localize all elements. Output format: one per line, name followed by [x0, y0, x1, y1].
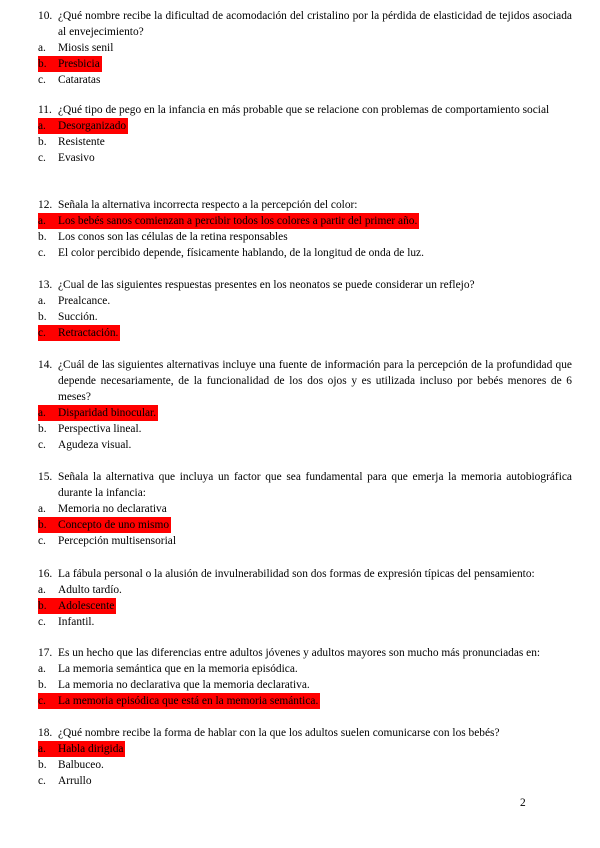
option-a-highlighted: [38, 118, 572, 134]
option-text: Adolescente: [58, 600, 115, 612]
question-11: [38, 102, 572, 166]
option-text: Percepción multisensorial: [58, 535, 176, 547]
option-c: [38, 614, 572, 630]
option-letter: c.: [38, 439, 46, 451]
option-text: Succión.: [58, 311, 98, 323]
option-a-highlighted: [38, 213, 572, 229]
question-number: 15.: [38, 471, 53, 483]
option-text: Habla dirigida: [58, 743, 124, 755]
option-text: Arrullo: [58, 775, 92, 787]
option-text: Memoria no declarativa: [58, 503, 167, 515]
question-number: 14.: [38, 359, 53, 371]
option-text: Miosis senil: [58, 42, 114, 54]
option-letter: a.: [38, 295, 46, 307]
question-16: [38, 566, 572, 630]
option-b: [38, 229, 572, 245]
option-text: Presbicia: [58, 58, 100, 70]
option-text: Retractación.: [58, 327, 119, 339]
option-text: Balbuceo.: [58, 759, 104, 771]
option-text: Perspectiva lineal.: [58, 423, 142, 435]
option-letter: a.: [38, 741, 58, 757]
option-letter: b.: [38, 598, 58, 614]
option-text: Adulto tardío.: [58, 584, 122, 596]
question-number: 13.: [38, 279, 53, 291]
option-letter: b.: [38, 231, 47, 243]
option-text: El color percibido depende, físicamente hablando, de la longitud de onda de luz.: [58, 247, 424, 259]
option-letter: a.: [38, 213, 58, 229]
option-c: [38, 150, 572, 166]
option-b-highlighted: [38, 517, 572, 533]
option-c: [38, 437, 572, 453]
option-letter: c.: [38, 693, 58, 709]
option-letter: a.: [38, 118, 58, 134]
option-letter: c.: [38, 775, 46, 787]
option-b: [38, 677, 572, 693]
option-a: [38, 661, 572, 677]
option-b-highlighted: [38, 598, 572, 614]
question-number: 10.: [38, 10, 53, 22]
option-b: [38, 134, 572, 150]
question-number: 16.: [38, 568, 53, 580]
question-text: Es un hecho que las diferencias entre adultos jóvenes y adultos mayores son mucho más pronunciadas en:: [58, 647, 541, 659]
option-text: La memoria no declarativa que la memoria declarativa.: [58, 679, 310, 691]
question-13: [38, 277, 572, 341]
option-a: [38, 293, 572, 309]
question-text: ¿Cual de las siguientes respuestas presentes en los neonatos se puede considerar un reflejo?: [58, 279, 475, 291]
option-text: Los bebés sanos comienzan a percibir todos los colores a partir del primer año.: [58, 215, 418, 227]
option-text: Los conos son las células de la retina responsables: [58, 231, 288, 243]
option-letter: a.: [38, 663, 46, 675]
question-number: 18.: [38, 727, 53, 739]
question-number: 11.: [38, 104, 52, 116]
option-a: [38, 40, 572, 56]
question-text: ¿Qué nombre recibe la dificultad de acomodación del cristalino por la pérdida de elasticidad de tejidos asociada al envejecimiento?: [58, 10, 572, 38]
option-letter: c.: [38, 152, 46, 164]
option-letter: b.: [38, 56, 58, 72]
question-text: Señala la alternativa incorrecta respecto a la percepción del color:: [58, 199, 358, 211]
option-letter: c.: [38, 74, 46, 86]
option-letter: a.: [38, 584, 46, 596]
option-text: Resistente: [58, 136, 105, 148]
question-text: ¿Qué tipo de pego en la infancia en más probable que se relacione con problemas de comportamiento social: [58, 104, 550, 116]
option-letter: b.: [38, 311, 47, 323]
option-letter: b.: [38, 423, 47, 435]
question-18: [38, 725, 572, 789]
option-c: [38, 245, 572, 261]
question-17: [38, 645, 572, 709]
option-letter: c.: [38, 325, 58, 341]
option-b-highlighted: [38, 56, 572, 72]
option-letter: b.: [38, 136, 47, 148]
option-letter: a.: [38, 405, 58, 421]
question-text: ¿Cuál de las siguientes alternativas incluye una fuente de información para la percepción de la profundidad que depende necesariamente, de la funcionalidad de los dos ojos y es utilizada incluso por bebés menores de 6 meses?: [58, 359, 572, 403]
option-letter: b.: [38, 759, 47, 771]
option-c: [38, 72, 572, 88]
option-letter: b.: [38, 679, 47, 691]
option-text: Concepto de uno mismo: [58, 519, 170, 531]
option-a: [38, 582, 572, 598]
question-number: 12.: [38, 199, 53, 211]
option-a: [38, 501, 572, 517]
question-number: 17.: [38, 647, 53, 659]
question-10: [38, 8, 572, 88]
question-15: [38, 469, 572, 549]
question-14: [38, 357, 572, 453]
option-c-highlighted: [38, 325, 572, 341]
option-text: Evasivo: [58, 152, 95, 164]
page-number: 2: [520, 797, 526, 809]
option-text: Infantil.: [58, 616, 95, 628]
option-letter: c.: [38, 535, 46, 547]
option-text: Agudeza visual.: [58, 439, 132, 451]
question-text: La fábula personal o la alusión de invulnerabilidad son dos formas de expresión típicas del pensamiento:: [58, 568, 535, 580]
option-text: La memoria semántica que en la memoria episódica.: [58, 663, 298, 675]
option-c-highlighted: [38, 693, 572, 709]
option-b: [38, 757, 572, 773]
option-b: [38, 421, 572, 437]
option-b: [38, 309, 572, 325]
option-text: Desorganizado: [58, 120, 127, 132]
option-letter: a.: [38, 42, 46, 54]
option-letter: c.: [38, 247, 46, 259]
question-text: Señala la alternativa que incluya un factor que sea fundamental para que emerja la memoria autobiográfica durante la infancia:: [58, 471, 572, 499]
option-letter: a.: [38, 503, 46, 515]
option-c: [38, 533, 572, 549]
option-text: Prealcance.: [58, 295, 111, 307]
option-letter: b.: [38, 517, 58, 533]
option-a-highlighted: [38, 741, 572, 757]
option-c: [38, 773, 572, 789]
option-text: Cataratas: [58, 74, 101, 86]
option-text: La memoria episódica que está en la memoria semántica.: [58, 695, 319, 707]
option-letter: c.: [38, 616, 46, 628]
question-12: [38, 197, 572, 261]
question-text: ¿Qué nombre recibe la forma de hablar con la que los adultos suelen comunicarse con los bebés?: [58, 727, 500, 739]
option-a-highlighted: [38, 405, 572, 421]
option-text: Disparidad binocular.: [58, 407, 157, 419]
